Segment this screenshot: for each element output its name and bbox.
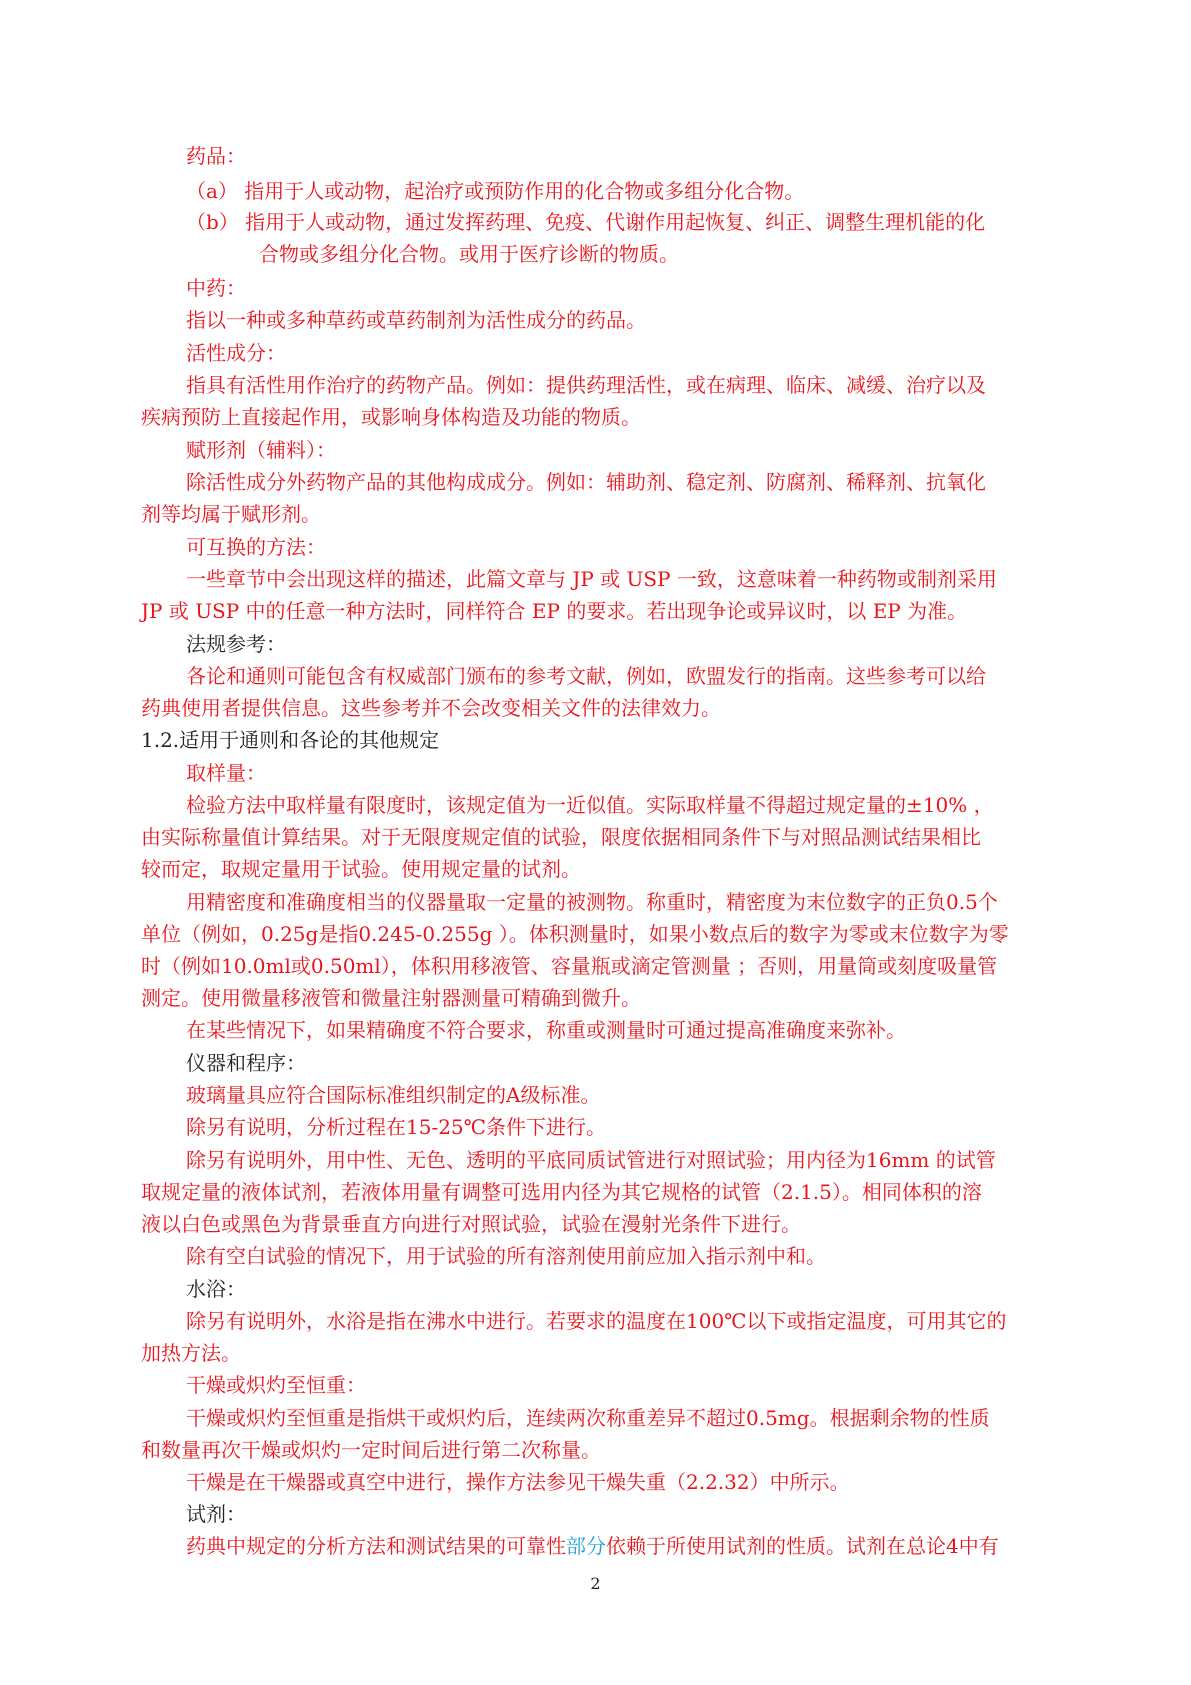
precision-2: 单位（例如，0.25g是指0.245-0.255g ）。体积测量时，如果小数点后的数字为零或末位数字为零 xyxy=(141,922,1009,946)
section-heading-1-2: 1.2.适用于通则和各论的其他规定 xyxy=(141,728,440,752)
reagents-1-after: 依赖于所使用试剂的性质。试剂在总论4中有 xyxy=(606,1534,999,1558)
drug-def-b: （b） 指用于人或动物，通过发挥药理、免疫、代谢作用起恢复、纠正、调整生理机能的化 xyxy=(186,210,986,234)
apparatus-6: 除有空白试验的情况下，用于试验的所有溶剂使用前应加入指示剂中和。 xyxy=(186,1244,826,1268)
heading-water-bath: 水浴： xyxy=(186,1277,246,1301)
water-bath-1: 除另有说明外，水浴是指在沸水中进行。若要求的温度在100℃以下或指定温度，可用其它的 xyxy=(186,1309,1007,1333)
heading-excipient: 赋形剂（辅料）： xyxy=(186,438,336,462)
precision-4: 测定。使用微量移液管和微量注射器测量可精确到微升。 xyxy=(141,986,641,1010)
drug-def-a: （a） 指用于人或动物，起治疗或预防作用的化合物或多组分化合物。 xyxy=(186,179,805,203)
heading-constant-weight: 干燥或炽灼至恒重： xyxy=(186,1373,366,1397)
reagents-1-before: 药典中规定的分析方法和测试结果的可靠性 xyxy=(186,1534,566,1558)
drug-def-b-cont: 合物或多组分化合物。或用于医疗诊断的物质。 xyxy=(259,242,679,266)
precision-3: 时（例如10.0ml或0.50ml），体积用移液管、容量瓶或滴定管测量 ；否则，用量筒或刻度吸量管 xyxy=(141,954,998,978)
reagents-1 xyxy=(186,1532,999,1560)
apparatus-3: 除另有说明外，用中性、无色、透明的平底同质试管进行对照试验；用内径为16mm 的试管 xyxy=(186,1148,996,1172)
constant-weight-1: 干燥或炽灼至恒重是指烘干或炽灼后，连续两次称重差异不超过0.5mg。根据剩余物的性质 xyxy=(186,1406,990,1430)
references-2: 药典使用者提供信息。这些参考并不会改变相关文件的法律效力。 xyxy=(141,696,721,720)
heading-references: 法规参考： xyxy=(186,632,286,656)
heading-active-ingredient: 活性成分： xyxy=(186,341,286,365)
apparatus-1: 玻璃量具应符合国际标准组织制定的A级标准。 xyxy=(186,1083,601,1107)
active-def-2: 疾病预防上直接起作用，或影响身体构造及功能的物质。 xyxy=(141,405,641,429)
sample-3: 较而定，取规定量用于试验。使用规定量的试剂。 xyxy=(141,857,581,881)
apparatus-4: 取规定量的液体试剂，若液体用量有调整可选用内径为其它规格的试管（2.1.5）。相同体积的溶 xyxy=(141,1180,982,1204)
constant-weight-2: 和数量再次干燥或炽灼一定时间后进行第二次称量。 xyxy=(141,1438,601,1462)
sample-2: 由实际称量值计算结果。对于无限度规定值的试验，限度依据相同条件下与对照品测试结果相比 xyxy=(141,825,981,849)
heading-apparatus: 仪器和程序： xyxy=(186,1051,306,1075)
highlighted-word: 部分 xyxy=(566,1534,606,1558)
drying-note: 干燥是在干燥器或真空中进行，操作方法参见干燥失重（2.2.32）中所示。 xyxy=(186,1470,850,1494)
interchangeable-1: 一些章节中会出现这样的描述，此篇文章与 JP 或 USP 一致，这意味着一种药物或制剂采用 xyxy=(186,567,997,591)
tcm-def: 指以一种或多种草药或草药制剂为活性成分的药品。 xyxy=(186,308,646,332)
excipient-def-2: 剂等均属于赋形剂。 xyxy=(141,502,321,526)
page-number: 2 xyxy=(590,1574,601,1593)
heading-sample-quantity: 取样量： xyxy=(186,761,266,785)
precision-1: 用精密度和准确度相当的仪器量取一定量的被测物。称重时，精密度为末位数字的正负0.5个 xyxy=(186,890,998,914)
excipient-def-1: 除活性成分外药物产品的其他构成成分。例如：辅助剂、稳定剂、防腐剂、稀释剂、抗氧化 xyxy=(186,470,986,494)
interchangeable-2: JP 或 USP 中的任意一种方法时，同样符合 EP 的要求。若出现争论或异议时，以 EP 为准。 xyxy=(141,599,968,623)
heading-drug: 药品： xyxy=(186,144,246,168)
water-bath-2: 加热方法。 xyxy=(141,1341,241,1365)
apparatus-2: 除另有说明，分析过程在15-25℃条件下进行。 xyxy=(186,1115,607,1139)
accuracy-note: 在某些情况下，如果精确度不符合要求，称重或测量时可通过提高准确度来弥补。 xyxy=(186,1018,906,1042)
references-1: 各论和通则可能包含有权威部门颁布的参考文献，例如，欧盟发行的指南。这些参考可以给 xyxy=(186,664,986,688)
heading-reagents: 试剂： xyxy=(186,1502,246,1526)
heading-interchangeable: 可互换的方法： xyxy=(186,535,326,559)
active-def-1: 指具有活性用作治疗的药物产品。例如：提供药理活性，或在病理、临床、减缓、治疗以及 xyxy=(186,373,986,397)
apparatus-5: 液以白色或黑色为背景垂直方向进行对照试验，试验在漫射光条件下进行。 xyxy=(141,1212,801,1236)
sample-1: 检验方法中取样量有限度时，该规定值为一近似值。实际取样量不得超过规定量的±10% ， xyxy=(186,793,994,817)
heading-tcm: 中药： xyxy=(186,276,246,300)
